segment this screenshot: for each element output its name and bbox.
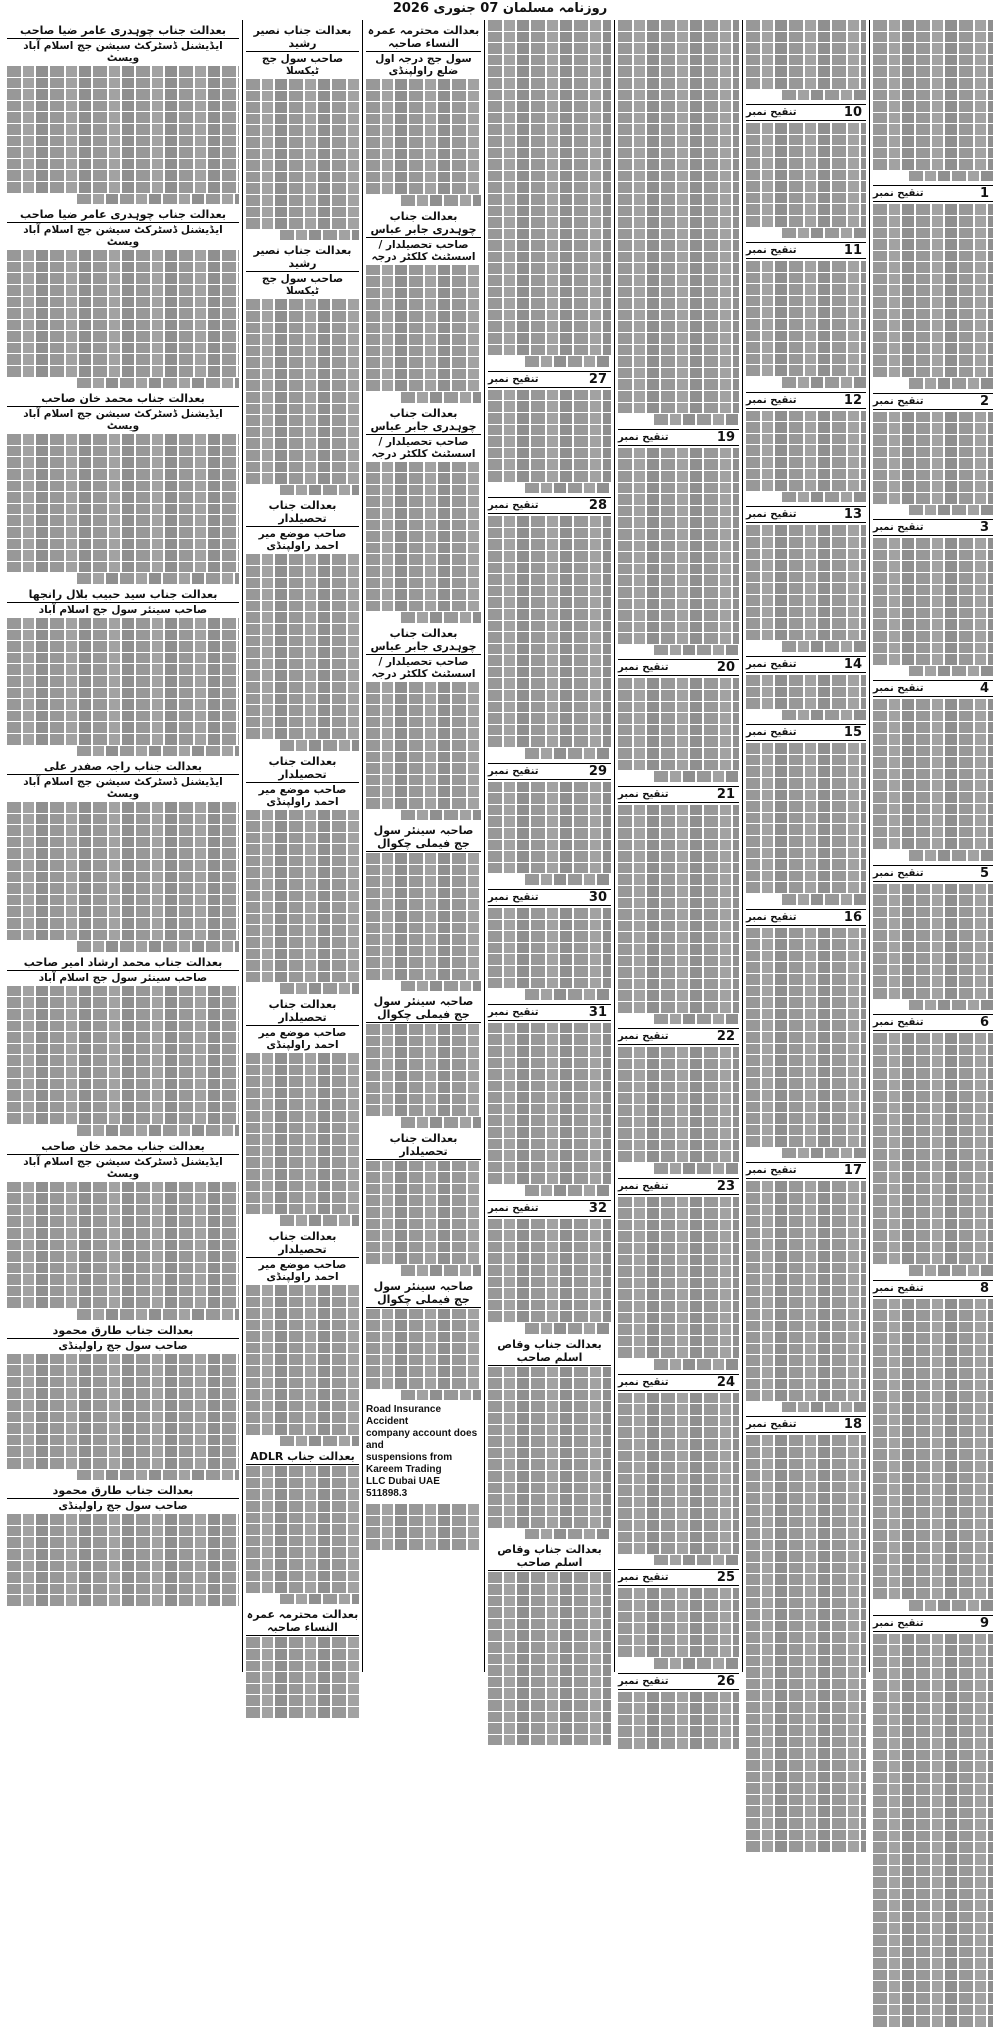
item-heading: 32 تنقیح نمبر	[488, 1200, 611, 1217]
court-subheading: صاحب سول جج راولپنڈی	[58, 1339, 188, 1352]
item-heading: 28 تنقیح نمبر	[488, 497, 611, 514]
item-heading: 18 تنقیح نمبر	[746, 1416, 866, 1433]
court-heading: بعدالت جناب تحصیلدار	[246, 998, 359, 1026]
item-heading: 2 تنقیح نمبر	[873, 393, 993, 410]
item-heading: 19 تنقیح نمبر	[618, 429, 739, 446]
item-heading: 12 تنقیح نمبر	[746, 392, 866, 409]
court-heading: بعدالت جناب نصیر رشید	[246, 24, 359, 52]
court-subheading: صاحب تحصیلدار / اسسٹنٹ کلکٹر درجہ	[371, 655, 476, 680]
court-subheading: ایڈیشنل ڈسٹرکٹ سیشن جج اسلام آباد ویسٹ	[23, 1155, 223, 1180]
column-5	[362, 20, 484, 1672]
item-heading: 10 تنقیح نمبر	[746, 104, 866, 121]
column-2	[742, 20, 869, 1672]
court-heading: بعدالت جناب محمد ارشاد امیر صاحب	[7, 956, 239, 971]
court-subheading: صاحب سول جج راولپنڈی	[58, 1500, 188, 1513]
column-4	[484, 20, 614, 1672]
court-heading: بعدالت جناب تحصیلدار	[246, 755, 359, 783]
court-subheading: ایڈیشنل ڈسٹرکٹ سیشن جج اسلام آباد ویسٹ	[23, 224, 223, 249]
english-notice-reference: 511898.3	[366, 1488, 408, 1500]
item-heading: 13 تنقیح نمبر	[746, 506, 866, 523]
court-subheading: صاحب سینئر سول جج اسلام آباد	[38, 971, 208, 984]
masthead: روزنامہ مسلمان 07 جنوری 2026	[392, 1, 608, 16]
court-subheading: صاحب سول جج ٹیکسلا	[261, 53, 344, 77]
item-heading: 1 تنقیح نمبر	[873, 185, 993, 202]
item-heading: 30 تنقیح نمبر	[488, 889, 611, 906]
english-notice-line: Road Insurance Accident	[366, 1404, 442, 1428]
item-heading: 23 تنقیح نمبر	[618, 1178, 739, 1195]
english-notice-line: company account does and	[366, 1428, 478, 1452]
court-heading: بعدالت محترمہ عمرہ النساء صاحبہ	[246, 1608, 359, 1635]
english-notice-line: suspensions from Kareem Trading	[366, 1452, 453, 1476]
item-heading: 17 تنقیح نمبر	[746, 1162, 866, 1179]
court-subheading: صاحب تحصیلدار / اسسٹنٹ کلکٹر درجہ	[371, 238, 476, 263]
court-subheading: صاحب موضع میر احمد راولپنڈی	[258, 1027, 347, 1051]
item-heading: 31 تنقیح نمبر	[488, 1004, 611, 1021]
item-heading: 25 تنقیح نمبر	[618, 1569, 739, 1586]
court-heading: بعدالت جناب ADLR	[246, 1450, 359, 1465]
item-heading: 24 تنقیح نمبر	[618, 1374, 739, 1391]
item-heading: 8 تنقیح نمبر	[873, 1280, 993, 1297]
court-subheading: ایڈیشنل ڈسٹرکٹ سیشن جج اسلام آباد ویسٹ	[23, 408, 223, 433]
court-heading: بعدالت جناب طارق محمود	[7, 1484, 239, 1499]
item-heading: 6 تنقیح نمبر	[873, 1014, 993, 1031]
item-heading: 20 تنقیح نمبر	[618, 659, 739, 676]
column-1	[869, 20, 996, 1672]
court-heading: بعدالت جناب طارق محمود	[7, 1324, 239, 1339]
item-heading: 9 تنقیح نمبر	[873, 1615, 993, 1632]
court-heading: بعدالت جناب محمد خان صاحب	[7, 392, 239, 407]
court-heading: بعدالت جناب چوہدری عامر ضیا صاحب	[7, 208, 239, 223]
column-6	[242, 20, 362, 1672]
court-heading: بعدالت جناب چوہدری جابر عباس	[366, 407, 481, 435]
item-heading: 29 تنقیح نمبر	[488, 763, 611, 780]
court-heading: بعدالت جناب چوہدری عامر ضیا صاحب	[7, 24, 239, 39]
court-heading: بعدالت جناب چوہدری جابر عباس	[366, 210, 481, 238]
court-heading: صاحبہ سینئر سول جج فیملی چکوال	[366, 995, 481, 1023]
court-heading: بعدالت جناب وقاص اسلم صاحب	[488, 1543, 611, 1571]
court-heading: صاحبہ سینئر سول جج فیملی چکوال	[366, 1280, 481, 1308]
item-heading: 27 تنقیح نمبر	[488, 371, 611, 388]
newspaper-columns	[4, 20, 996, 1689]
court-subheading: صاحب موضع میر احمد راولپنڈی	[258, 783, 347, 808]
court-subheading: سول جج درجہ اول ضلع راولپنڈی	[375, 53, 472, 77]
court-heading: بعدالت جناب وقاص اسلم صاحب	[488, 1338, 611, 1366]
item-heading: 5 تنقیح نمبر	[873, 865, 993, 882]
court-heading: بعدالت جناب محمد خان صاحب	[7, 1140, 239, 1155]
column-3	[614, 20, 742, 1689]
court-subheading: صاحب موضع میر احمد راولپنڈی	[258, 1258, 347, 1283]
item-heading: 14 تنقیح نمبر	[746, 656, 866, 673]
item-heading: 21 تنقیح نمبر	[618, 786, 739, 803]
column-7	[4, 20, 242, 1672]
court-subheading: صاحب سینئر سول جج اسلام آباد	[38, 603, 208, 616]
item-heading: 4 تنقیح نمبر	[873, 680, 993, 697]
item-heading: 16 تنقیح نمبر	[746, 909, 866, 926]
court-heading: بعدالت جناب تحصیلدار	[246, 499, 359, 527]
court-heading: بعدالت جناب نصیر رشید	[246, 244, 359, 272]
item-heading: 3 تنقیح نمبر	[873, 519, 993, 536]
item-heading: 22 تنقیح نمبر	[618, 1028, 739, 1045]
court-subheading: ایڈیشنل ڈسٹرکٹ سیشن جج اسلام آباد ویسٹ	[23, 40, 223, 64]
english-notice-line: LLC Dubai UAE	[366, 1476, 440, 1488]
court-subheading: صاحب سول جج ٹیکسلا	[261, 273, 344, 298]
court-subheading: صاحب موضع میر احمد راولپنڈی	[258, 528, 347, 553]
item-heading: 15 تنقیح نمبر	[746, 724, 866, 741]
court-heading: بعدالت محترمہ عمرہ النساء صاحبہ	[367, 24, 480, 50]
court-heading: بعدالت جناب راجہ صفدر علی	[7, 760, 239, 775]
court-heading: صاحبہ سینئر سول جج فیملی چکوال	[366, 824, 481, 852]
court-subheading: ایڈیشنل ڈسٹرکٹ سیشن جج اسلام آباد ویسٹ	[23, 776, 223, 801]
court-subheading: صاحب تحصیلدار / اسسٹنٹ کلکٹر درجہ	[371, 435, 476, 460]
english-notice	[366, 1404, 481, 1500]
item-heading: 11 تنقیح نمبر	[746, 242, 866, 259]
item-heading: 26 تنقیح نمبر	[618, 1673, 739, 1690]
court-heading: بعدالت جناب چوہدری جابر عباس	[366, 627, 481, 655]
court-heading: بعدالت جناب تحصیلدار	[366, 1132, 481, 1160]
court-heading: بعدالت جناب تحصیلدار	[246, 1230, 359, 1258]
court-heading: بعدالت جناب سید حبیب بلال رانجھا	[7, 588, 239, 603]
